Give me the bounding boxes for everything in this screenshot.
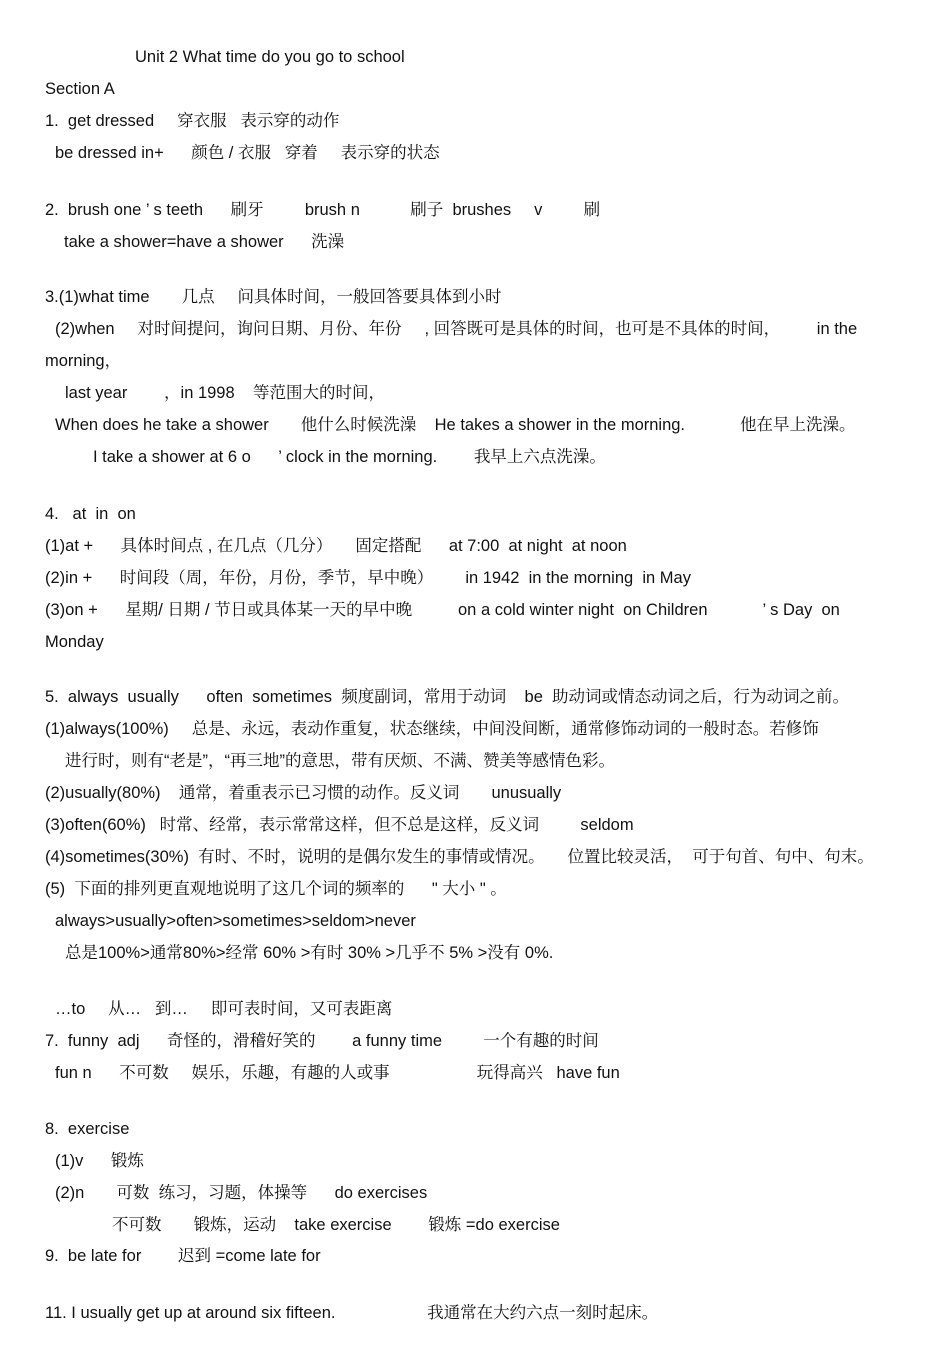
note-line: 11. I usually get up at around six fifteen. 我通常在大约六点一刻时起床。 (45, 1304, 659, 1322)
note-line: (4)sometimes(30%) 有时、不时，说明的是偶尔发生的事情或情况。 位置比较灵活， 可于句首、句中、句末。 (45, 848, 874, 866)
note-line: 9. be late for 迟到 =come late for (45, 1247, 321, 1265)
note-line: (2)usually(80%) 通常，着重表示已习惯的动作。反义词 unusually (45, 784, 562, 802)
note-line: I take a shower at 6 o ’ clock in the morning. 我早上六点洗澡。 (93, 448, 606, 466)
note-line: last year ，in 1998 等范围大的时间， (65, 384, 386, 402)
note-line: (1)at + 具体时间点 , 在几点（几分） 固定搭配 at 7:00 at night at noon (45, 537, 627, 555)
note-line: (1)v 锻炼 (55, 1152, 144, 1170)
note-line: fun n 不可数 娱乐，乐趣，有趣的人或事 玩得高兴 have fun (55, 1064, 620, 1082)
note-line: be dressed in+ 颜色 / 衣服 穿着 表示穿的状态 (55, 144, 440, 162)
note-line: 总是100%>通常80%>经常 60% >有时 30% >几乎不 5% >没有 0%. (65, 944, 554, 962)
note-line: 进行时，则有“老是”，“再三地”的意思，带有厌烦、不满、赞美等感情色彩。 (65, 752, 615, 770)
note-line: 不可数 锻炼，运动 take exercise 锻炼 =do exercise (112, 1216, 560, 1234)
note-line: 7. funny adj 奇怪的，滑稽好笑的 a funny time 一个有趣的时间 (45, 1032, 599, 1050)
note-line: When does he take a shower 他什么时候洗澡 He takes a shower in the morning. 他在早上洗澡。 (55, 416, 856, 434)
note-line: always>usually>often>sometimes>seldom>never (55, 912, 416, 930)
note-line: take a shower=have a shower 洗澡 (64, 233, 345, 251)
note-line: 3.(1)what time 几点 问具体时间，一般回答要具体到小时 (45, 288, 502, 306)
note-line: (5) 下面的排列更直观地说明了这几个词的频率的 " 大小 " 。 (45, 880, 507, 898)
note-line: …to 从… 到… 即可表时间，又可表距离 (55, 1000, 393, 1018)
note-line: (3)often(60%) 时常、经常，表示常常这样，但不总是这样，反义词 seldom (45, 816, 634, 834)
note-line: 4. at in on (45, 505, 136, 523)
note-line: (3)on + 星期/ 日期 / 节日或具体某一天的早中晚 on a cold winter night on Children ’ s Day on (45, 601, 840, 619)
section-heading: Section A (45, 80, 115, 98)
note-line: 2. brush one ’ s teeth 刷牙 brush n 刷子 brushes v 刷 (45, 201, 601, 219)
note-line: Monday (45, 633, 104, 651)
note-line: (1)always(100%) 总是、永远，表动作重复，状态继续，中间没间断，通常修饰动词的一般时态。若修饰 (45, 720, 819, 738)
unit-title: Unit 2 What time do you go to school (135, 48, 405, 66)
note-line: (2)n 可数 练习，习题，体操等 do exercises (55, 1184, 428, 1202)
note-line: (2)in + 时间段（周，年份，月份，季节，早中晚） in 1942 in the morning in May (45, 569, 691, 587)
note-line: 8. exercise (45, 1120, 130, 1138)
note-line: (2)when 对时间提问，询问日期、月份、年份 , 回答既可是具体的时间，也可是不具体的时间， in the (55, 320, 858, 338)
note-line: morning， (45, 352, 122, 370)
note-line: 5. always usually often sometimes 频度副词，常用于动词 be 助动词或情态动词之后，行为动词之前。 (45, 688, 850, 706)
note-line: 1. get dressed 穿衣服 表示穿的动作 (45, 112, 340, 130)
